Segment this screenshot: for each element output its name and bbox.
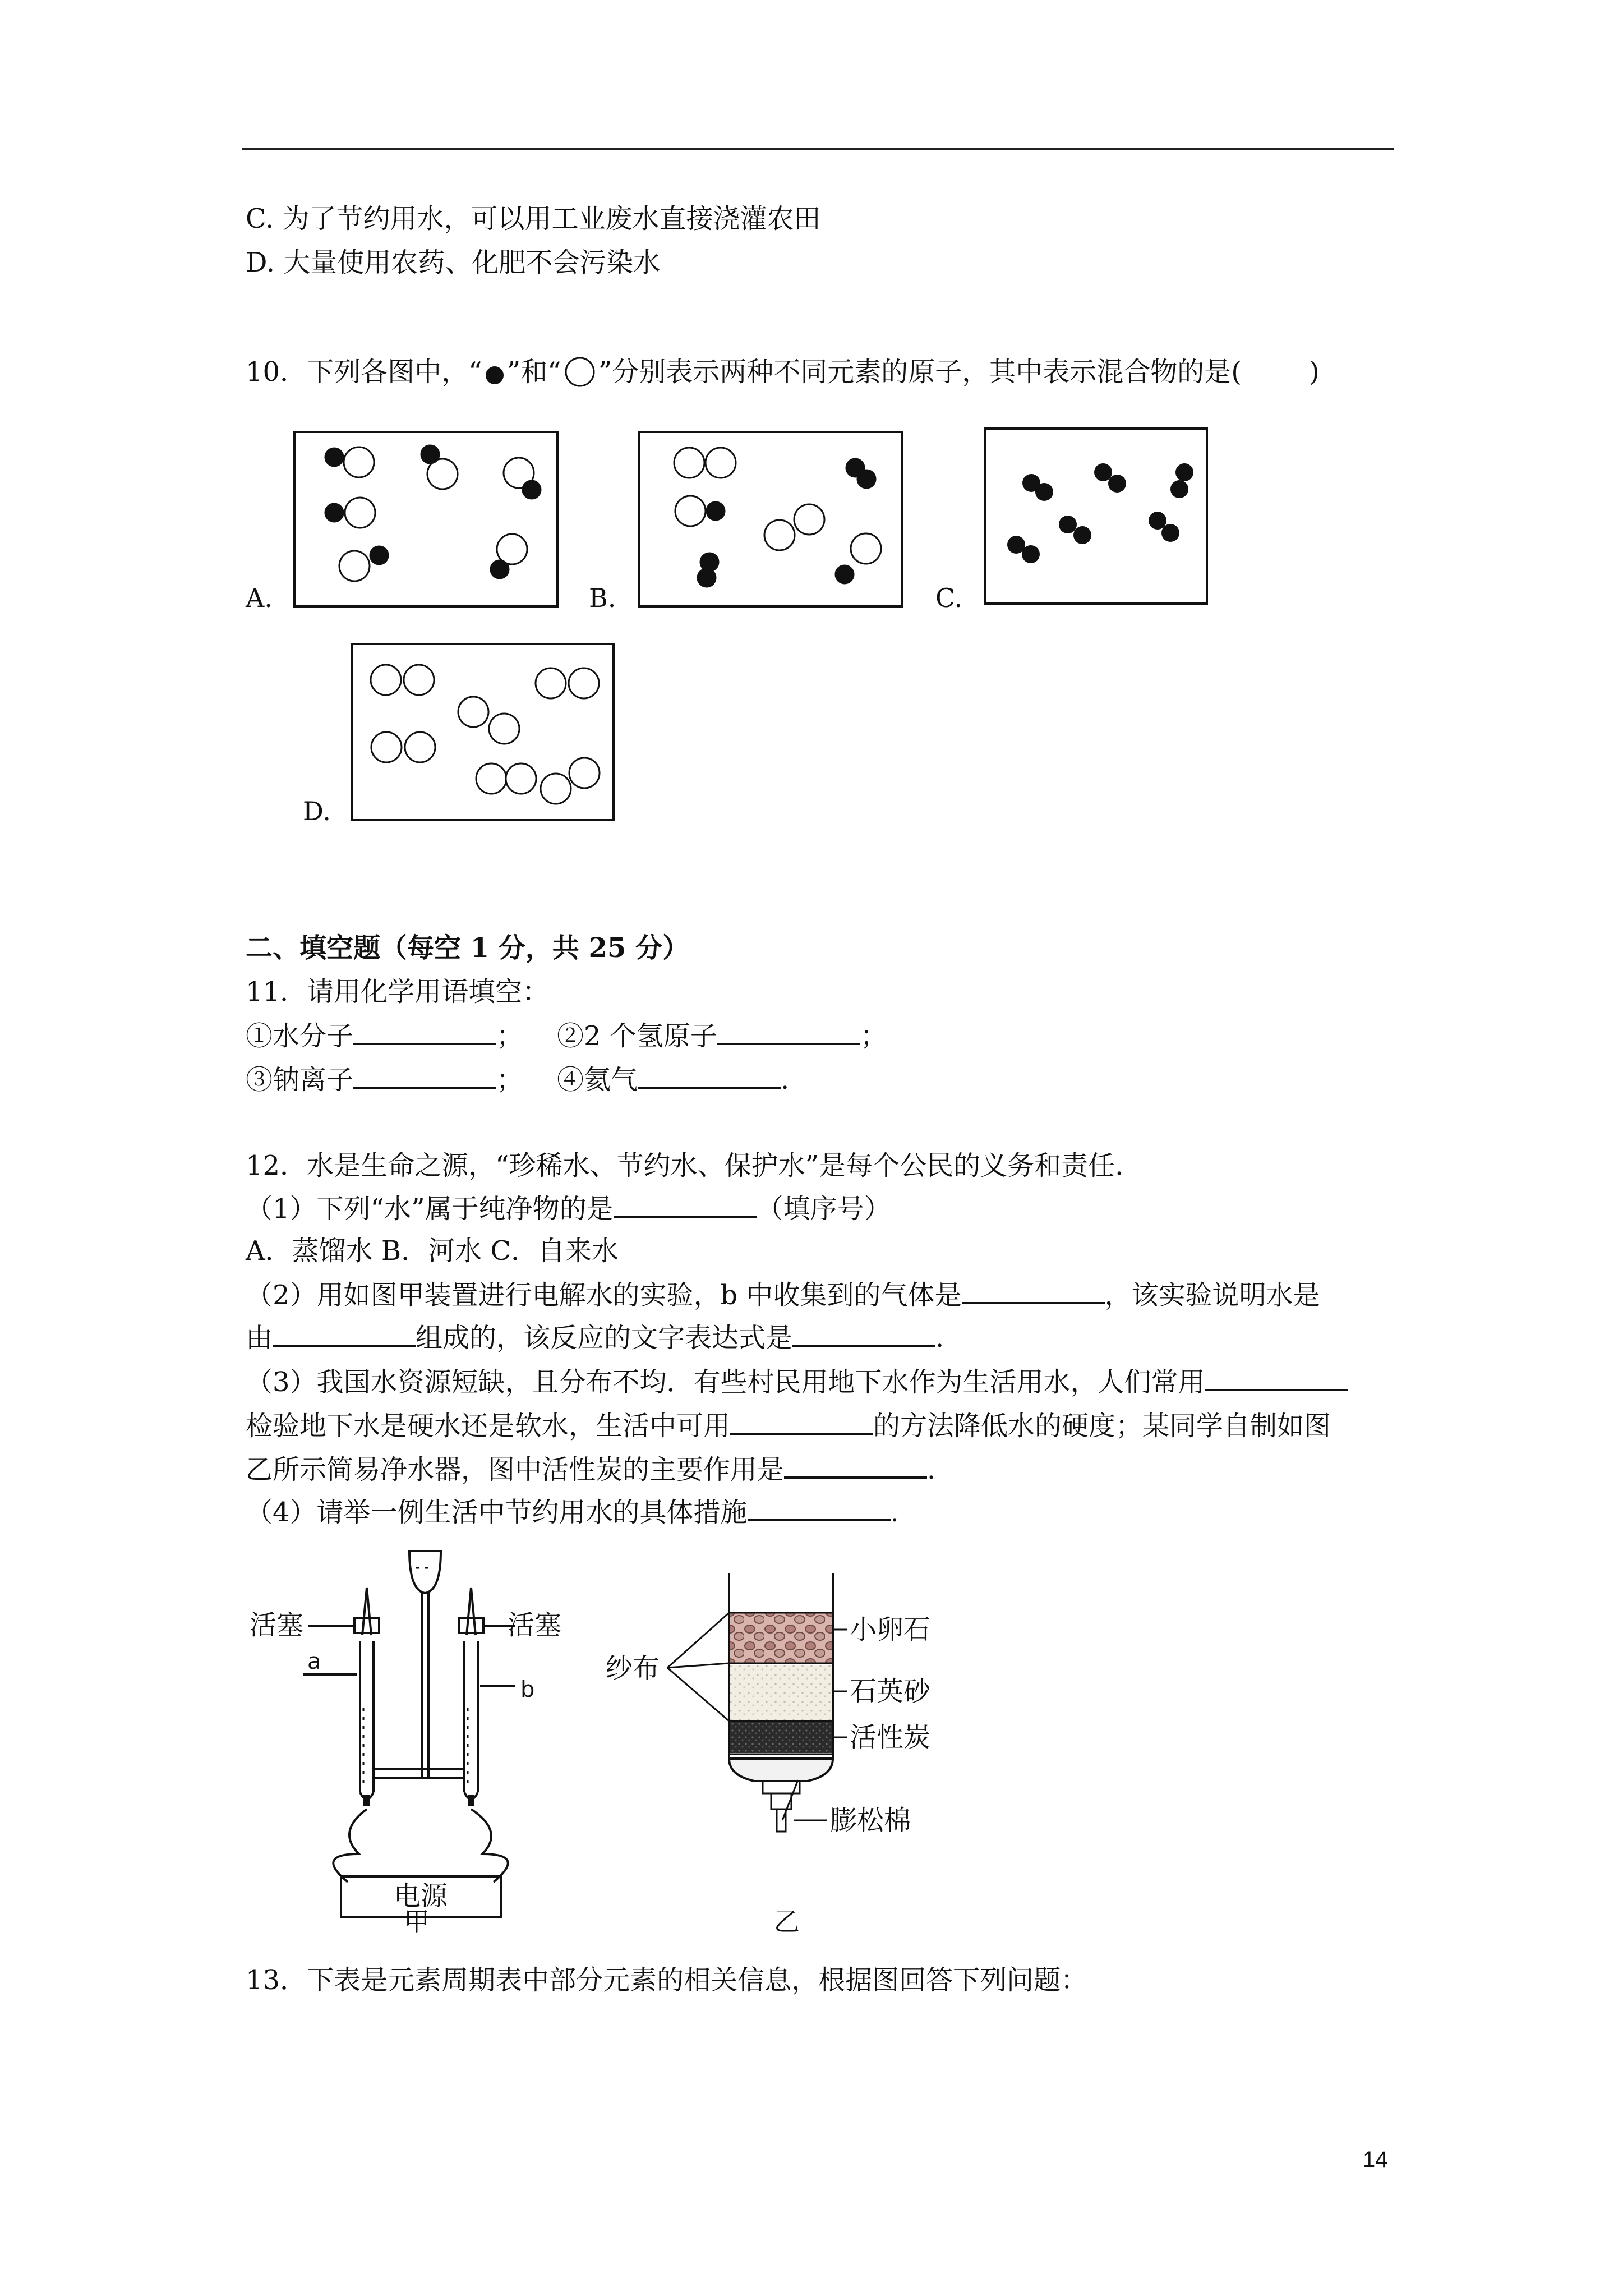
q12-p1-hint: （填序号） <box>756 1193 891 1225</box>
q11-blank-2[interactable] <box>717 1018 860 1045</box>
q12-part4 <box>246 1494 899 1529</box>
page-number: 14 <box>1363 2147 1388 2172</box>
q12-p3-text-b: 检验地下水是硬水还是软水，生活中可用 <box>246 1410 731 1442</box>
q12-stem: 12．水是生命之源，“珍稀水、节约水、保护水”是每个公民的义务和责任. <box>246 1150 1124 1181</box>
q10-stem-mid: ”和“ <box>506 356 561 388</box>
q12-part1 <box>246 1191 891 1226</box>
filled-atom-icon <box>482 362 507 386</box>
q13-stem: 13．下表是元素周期表中部分元素的相关信息，根据图回答下列问题： <box>246 1964 1088 1996</box>
q10-label-d: D. <box>303 796 331 826</box>
q11-sep-2: ； <box>860 1020 887 1052</box>
q12-p1-options: A．蒸馏水 B．河水 C．自来水 <box>246 1235 619 1267</box>
q12-part3-line1 <box>246 1364 1348 1399</box>
figure-yi-water-filter <box>603 1573 951 1899</box>
q12-p3-text-d: 乙所示简易净水器，图中活性炭的主要作用是 <box>246 1454 785 1485</box>
label-stopcock-right: 活塞 <box>508 1609 562 1641</box>
q12-blank-2[interactable] <box>962 1277 1105 1304</box>
q10-label-a: A. <box>246 583 273 613</box>
label-activated-carbon: 活性炭 <box>850 1722 931 1753</box>
q11-row1 <box>246 1018 887 1053</box>
q11-blank-3[interactable] <box>353 1062 496 1089</box>
q11-row2 <box>246 1062 789 1097</box>
label-power: 电源 <box>393 1880 448 1912</box>
q10-label-b: B. <box>589 583 616 613</box>
q10-label-c: C. <box>935 583 963 613</box>
q12-p2-text-a: （2）用如图甲装置进行电解水的实验，b 中收集到的气体是 <box>246 1280 962 1311</box>
header-rule <box>242 148 1394 150</box>
label-tube-b: b <box>520 1677 535 1703</box>
q11-blank-4[interactable] <box>638 1062 781 1089</box>
q10-stem <box>246 355 1320 391</box>
q11-end: . <box>781 1064 790 1096</box>
q10-box-d <box>351 643 615 821</box>
q11-sep-1: ； <box>496 1020 524 1052</box>
label-stopcock-left: 活塞 <box>250 1609 304 1641</box>
q12-p2-text-e: . <box>935 1322 944 1354</box>
q10-paren-close: ) <box>1309 356 1320 388</box>
section-title: 二、填空题（每空 1 分，共 25 分） <box>246 932 690 964</box>
label-gauze: 纱布 <box>606 1653 660 1684</box>
q12-part2-line1 <box>246 1277 1320 1312</box>
q11-item-1: ①水分子 <box>246 1020 354 1052</box>
q12-part2-line2 <box>246 1320 944 1355</box>
q12-p2-text-d: 组成的，该反应的文字表达式是 <box>416 1322 793 1354</box>
q12-p3-text-a: （3）我国水资源短缺，且分布不均．有些村民用地下水作为生活用水，人们常用 <box>246 1366 1205 1398</box>
q11-sep-3: ； <box>496 1064 524 1096</box>
q12-blank-4[interactable] <box>792 1320 935 1347</box>
q12-blank-5[interactable] <box>1205 1364 1348 1391</box>
hollow-atom-icon <box>561 357 598 391</box>
q12-part3-line2 <box>246 1408 1331 1443</box>
q12-part3-line3 <box>246 1452 935 1487</box>
q11-item-4: ④氦气 <box>557 1064 638 1096</box>
caption-yi: 乙 <box>774 1907 800 1937</box>
q12-p3-text-e: . <box>927 1454 936 1485</box>
label-pebbles: 小卵石 <box>850 1614 931 1645</box>
q10-stem-after: ”分别表示两种不同元素的原子，其中表示混合物的是( <box>598 356 1242 388</box>
q12-blank-8[interactable] <box>748 1494 891 1521</box>
q10-box-a <box>293 431 559 608</box>
figure-jia-electrolysis <box>241 1540 600 1944</box>
option-d-prev: D. 大量使用农药、化肥不会污染水 <box>246 247 661 278</box>
q11-item-2: ②2 个氢原子 <box>557 1020 717 1052</box>
q12-blank-7[interactable] <box>784 1452 927 1479</box>
q11-blank-1[interactable] <box>353 1018 496 1045</box>
caption-jia: 甲 <box>404 1907 430 1937</box>
q12-p4-text: （4）请举一例生活中节约用水的具体措施 <box>246 1497 748 1528</box>
label-cotton: 膨松棉 <box>830 1805 911 1836</box>
q11-item-3: ③钠离子 <box>246 1064 354 1096</box>
q12-p4-end: . <box>890 1497 899 1528</box>
q12-blank-6[interactable] <box>730 1408 873 1435</box>
q12-blank-3[interactable] <box>273 1320 416 1347</box>
q10-box-c <box>984 427 1208 605</box>
q12-p3-text-c: 的方法降低水的硬度；某同学自制如图 <box>873 1410 1331 1442</box>
label-quartz-sand: 石英砂 <box>850 1676 931 1707</box>
q12-p2-text-c: 由 <box>246 1322 273 1354</box>
q12-p2-text-b: ，该实验说明水是 <box>1104 1280 1320 1311</box>
label-tube-a: a <box>307 1649 321 1674</box>
option-c-prev: C. 为了节约用水，可以用工业废水直接浇灌农田 <box>246 203 821 234</box>
q10-stem-before: 10．下列各图中，“ <box>246 356 482 388</box>
q12-p1-text: （1）下列“水”属于纯净物的是 <box>246 1193 614 1225</box>
q10-box-b <box>638 431 903 608</box>
q12-blank-1[interactable] <box>614 1191 757 1218</box>
q11-stem: 11．请用化学用语填空： <box>246 976 550 1007</box>
